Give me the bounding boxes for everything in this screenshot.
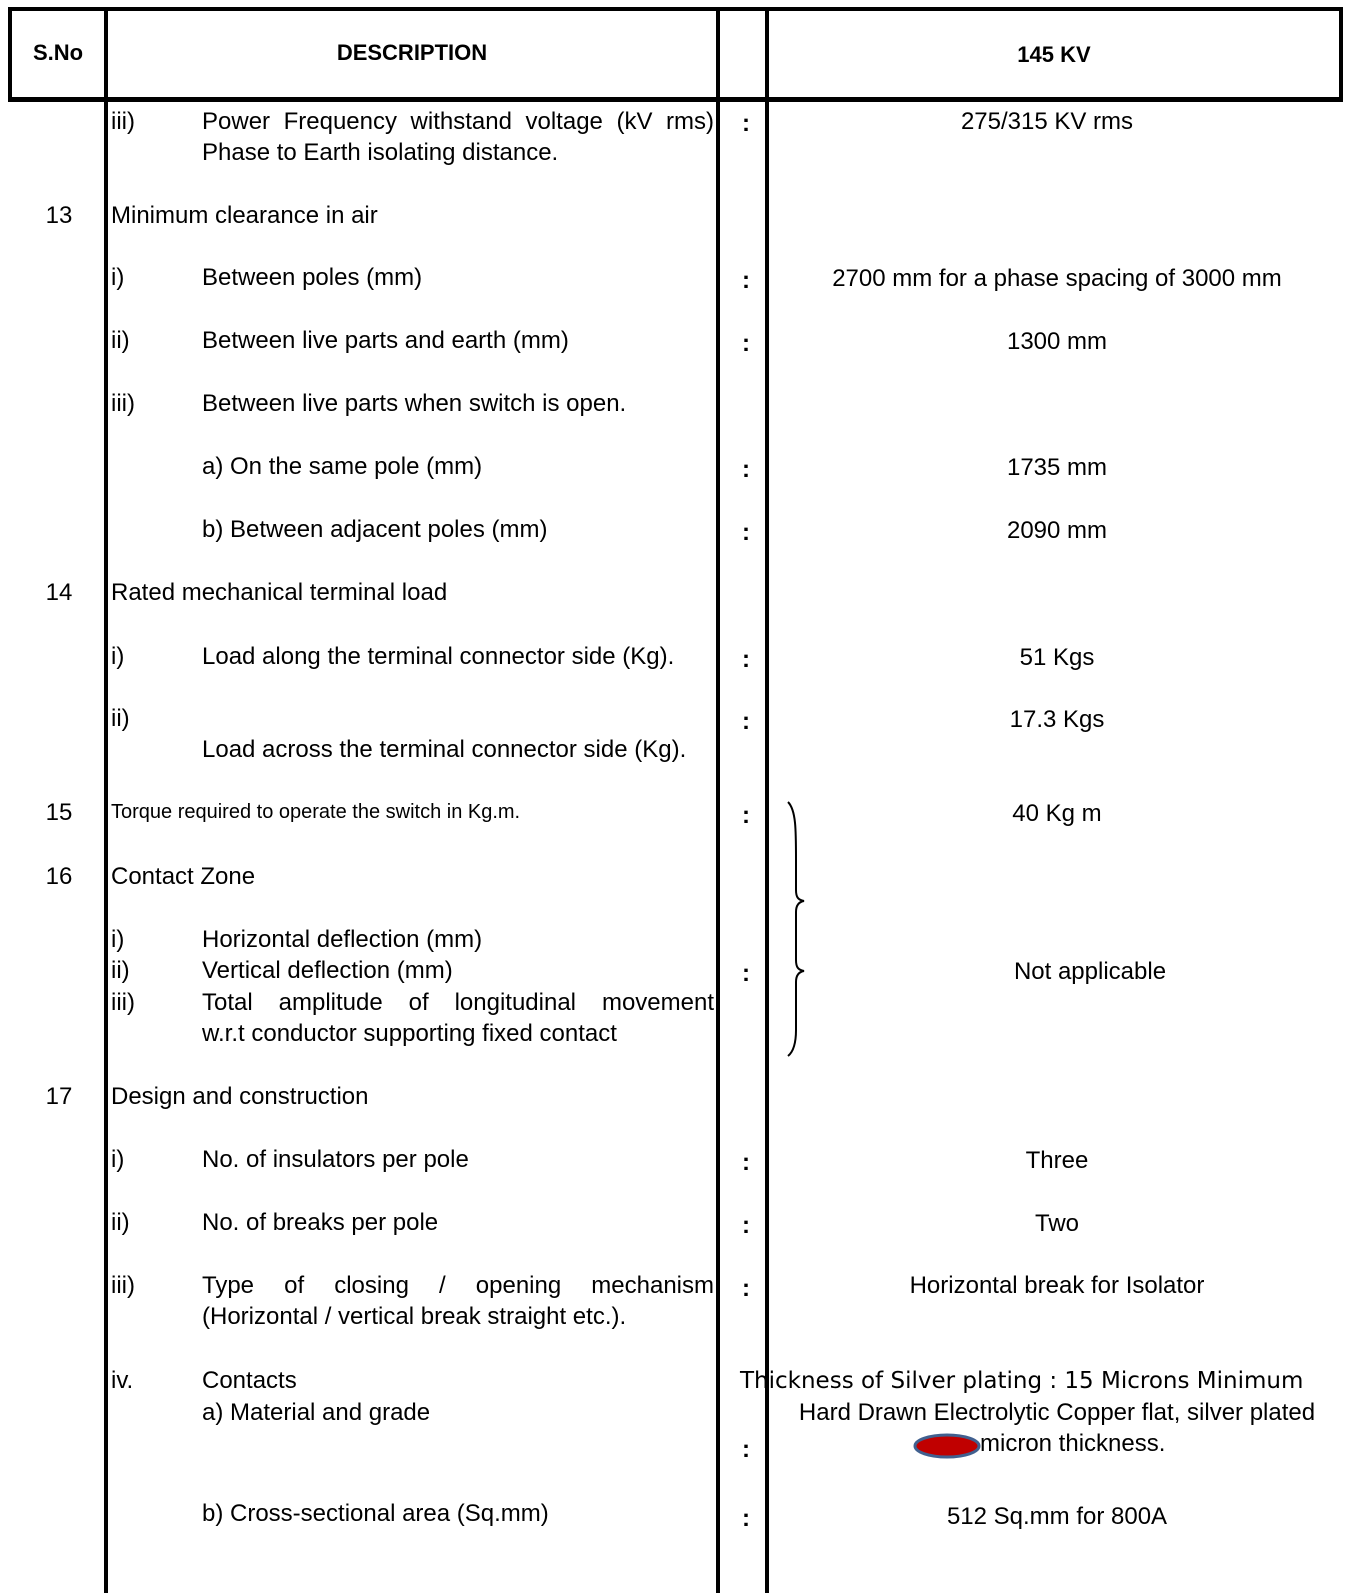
row-description: Load across the terminal connector side (Kg). bbox=[202, 736, 687, 763]
row-description: Horizontal deflection (mm) bbox=[202, 926, 483, 953]
row-roman: i) bbox=[111, 264, 125, 291]
row-roman: ii) bbox=[111, 957, 130, 984]
row-roman: iii) bbox=[111, 108, 135, 135]
row-description: Between poles (mm) bbox=[202, 264, 423, 291]
section-title: Contact Zone bbox=[111, 863, 256, 890]
row-value: Horizontal break for Isolator bbox=[909, 1272, 1205, 1299]
row-value: Two bbox=[1034, 1210, 1079, 1237]
row-colon: : bbox=[742, 330, 750, 357]
row-value-line2: Hard Drawn Electrolytic Copper flat, silver plated bbox=[798, 1399, 1316, 1426]
row-colon: : bbox=[742, 1149, 750, 1176]
row-description: Between live parts and earth (mm) bbox=[202, 327, 569, 354]
row-colon: : bbox=[742, 110, 750, 137]
row-colon: : bbox=[742, 708, 750, 735]
header-description: DESCRIPTION bbox=[336, 40, 488, 65]
highlight-marker-icon bbox=[912, 1433, 982, 1459]
row-description-line2: Phase to Earth isolating distance. bbox=[202, 139, 559, 166]
brace-icon bbox=[780, 800, 820, 1058]
row-description: Total amplitude of longitudinal movement bbox=[202, 989, 714, 1016]
row-description: Contacts bbox=[202, 1367, 297, 1394]
row-colon: : bbox=[742, 960, 750, 987]
row-value: Not applicable bbox=[1013, 958, 1167, 985]
row-roman: iii) bbox=[111, 390, 135, 417]
row-roman: i) bbox=[111, 643, 125, 670]
row-value: 17.3 Kgs bbox=[1009, 706, 1105, 733]
header-divider bbox=[8, 97, 1343, 102]
top-border bbox=[8, 7, 1343, 11]
row-value: 2090 mm bbox=[1006, 517, 1108, 544]
section-title: Minimum clearance in air bbox=[111, 202, 378, 229]
row-roman: i) bbox=[111, 926, 125, 953]
row-description-line2: a) Material and grade bbox=[202, 1399, 431, 1426]
row-description: Power Frequency withstand voltage (kV rms) bbox=[202, 108, 714, 135]
row-value: 275/315 KV rms bbox=[960, 108, 1134, 135]
row-colon: : bbox=[742, 1436, 750, 1463]
row-description: No. of breaks per pole bbox=[202, 1209, 439, 1236]
row-number: 16 bbox=[45, 863, 73, 890]
row-colon: : bbox=[742, 1275, 750, 1302]
row-description: Load along the terminal connector side (Kg). bbox=[202, 643, 675, 670]
row-value: 2700 mm for a phase spacing of 3000 mm bbox=[832, 265, 1282, 292]
section-title: Rated mechanical terminal load bbox=[111, 579, 448, 606]
row-description: Between live parts when switch is open. bbox=[202, 390, 627, 417]
row-value-line3: micron thickness. bbox=[980, 1430, 1166, 1457]
row-colon: : bbox=[742, 1505, 750, 1532]
row-number: 15 bbox=[45, 799, 73, 826]
colon-divider bbox=[765, 7, 769, 1593]
row-roman: iv. bbox=[111, 1367, 134, 1394]
row-roman: ii) bbox=[111, 705, 130, 732]
row-value: 1300 mm bbox=[1006, 328, 1108, 355]
row-value: Three bbox=[1025, 1147, 1089, 1174]
row-colon: : bbox=[742, 802, 750, 829]
row-description-line2: w.r.t conductor supporting fixed contact bbox=[202, 1020, 617, 1047]
right-border bbox=[1339, 7, 1343, 102]
row-roman: iii) bbox=[111, 1272, 135, 1299]
row-value: 40 Kg m bbox=[1012, 800, 1102, 827]
row-number: 17 bbox=[45, 1083, 73, 1110]
row-value: Thickness of Silver plating : 15 Microns Minimum bbox=[740, 1368, 1304, 1394]
row-value: 1735 mm bbox=[1006, 454, 1108, 481]
row-number: 13 bbox=[45, 202, 73, 229]
header-voltage: 145 KV bbox=[1017, 42, 1091, 67]
row-description: b) Between adjacent poles (mm) bbox=[202, 516, 548, 543]
row-roman: ii) bbox=[111, 1209, 130, 1236]
row-description: Type of closing / opening mechanism bbox=[202, 1272, 714, 1299]
row-roman: ii) bbox=[111, 327, 130, 354]
row-description: Vertical deflection (mm) bbox=[202, 957, 453, 984]
row-colon: : bbox=[742, 267, 750, 294]
row-colon: : bbox=[742, 1212, 750, 1239]
desc-divider bbox=[716, 7, 720, 1593]
section-title: Torque required to operate the switch in Kg.m. bbox=[111, 801, 521, 823]
row-roman: i) bbox=[111, 1146, 125, 1173]
header-sno: S.No bbox=[32, 40, 84, 65]
row-description: b) Cross-sectional area (Sq.mm) bbox=[202, 1500, 549, 1527]
row-description-line2: (Horizontal / vertical break straight etc.). bbox=[202, 1303, 627, 1330]
row-number: 14 bbox=[45, 579, 73, 606]
row-colon: : bbox=[742, 646, 750, 673]
row-value: 512 Sq.mm for 800A bbox=[946, 1503, 1168, 1530]
row-roman: iii) bbox=[111, 989, 135, 1016]
row-colon: : bbox=[742, 456, 750, 483]
row-value: 51 Kgs bbox=[1019, 644, 1095, 671]
row-description: No. of insulators per pole bbox=[202, 1146, 469, 1173]
row-description: a) On the same pole (mm) bbox=[202, 453, 483, 480]
row-colon: : bbox=[742, 519, 750, 546]
section-title: Design and construction bbox=[111, 1083, 369, 1110]
